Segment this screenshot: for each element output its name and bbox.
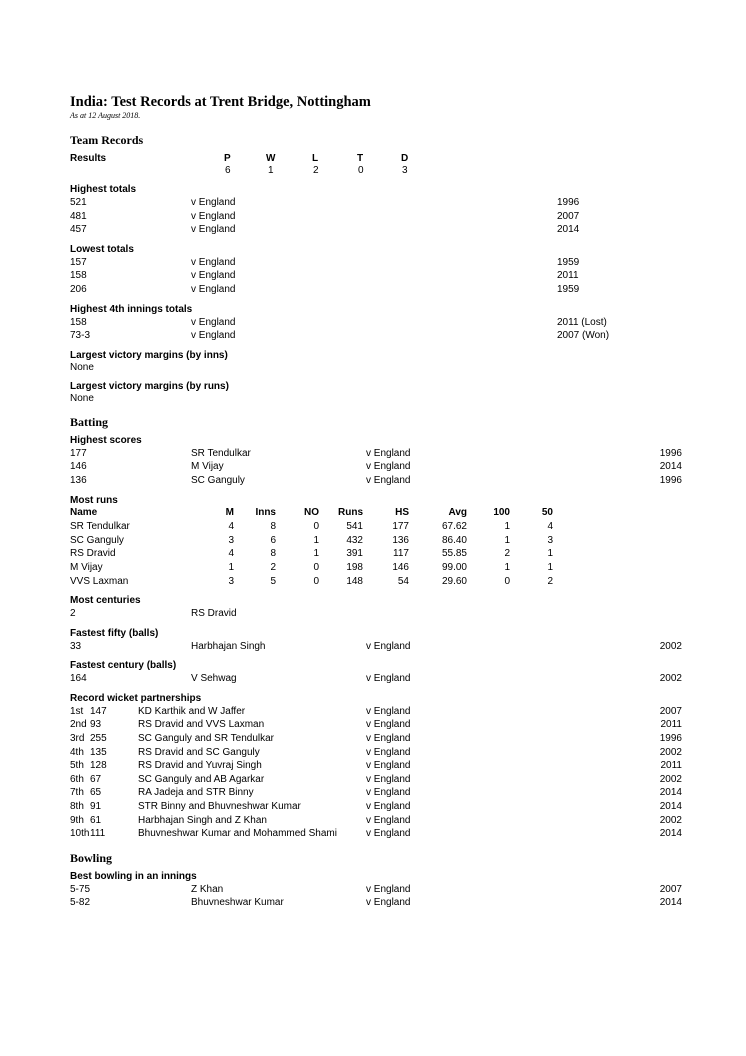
table-row [70,746,682,760]
table-cell: 2002 [659,814,682,826]
table-cell: 2002 [659,773,682,785]
table-cell: 54 [397,575,409,587]
table-cell: v England [191,197,236,208]
table-row [70,786,682,800]
table-row [70,800,682,814]
table-cell: 86.40 [441,534,467,546]
table-cell: v England [366,787,411,799]
table-cell: 4 [228,521,234,533]
table-cell: RS Dravid and Yuvraj Singh [138,760,262,772]
table-cell: 0 [313,521,319,533]
table-cell: 2014 [659,787,682,799]
table-cell: 1 [547,548,553,560]
table-row [70,759,682,773]
column-header: Inns [255,506,276,518]
table-cell: 91 [90,801,102,813]
table-cell: 6 [270,534,276,546]
table-cell: 2014 [659,461,682,473]
table-cell: 3 [547,534,553,546]
table-cell: 2 [547,575,553,587]
table-row [70,474,682,488]
table-cell: SC Ganguly [191,474,245,486]
table-cell: v England [366,461,411,473]
table-row [70,705,682,719]
page-title: India: Test Records at Trent Bridge, Nottingham [70,94,371,110]
table-cell: v England [366,746,411,758]
victory-inns-block [70,350,670,374]
fastest-fifty-block [70,627,682,654]
table-cell: KD Karthik and W Jaffer [138,705,246,717]
table-cell: v England [191,224,236,236]
table-cell: 33 [70,640,82,652]
victory-runs-heading: Largest victory margins (by runs) [70,380,229,392]
table-cell: v England [366,640,411,652]
table-row [70,269,670,283]
table-cell: v England [191,316,236,328]
table-cell: 521 [70,197,87,208]
table-cell: 3 [228,575,234,587]
most-centuries-rows [70,607,670,621]
column-header: Avg [448,506,467,518]
table-cell: 8 [270,521,276,533]
table-cell: 4 [547,521,553,533]
table-row [70,316,670,330]
table-cell: 2007 [659,883,682,895]
table-cell: 2007 [659,705,682,717]
table-cell: 177 [392,521,409,533]
table-row [70,547,670,561]
table-cell: v England [191,330,236,342]
column-header: M [225,506,234,518]
fastest-fifty-rows [70,640,682,654]
column-header: Runs [338,506,363,518]
table-cell: 5 [270,575,276,587]
table-cell: Harbhajan Singh and Z Khan [138,814,267,826]
document-page [70,94,682,917]
results-value-t: 0 [358,165,364,176]
section-heading-team: Team Records [70,133,144,147]
most-runs-heading: Most runs [70,494,118,506]
results-value-l: 2 [313,165,319,176]
table-row [70,732,682,746]
table-cell: v England [366,474,411,486]
table-row [70,329,670,343]
table-cell: 1996 [659,733,682,745]
table-cell: 177 [70,447,87,459]
table-cell: STR Binny and Bhuvneshwar Kumar [138,801,301,813]
table-cell: 128 [90,760,107,772]
table-row [70,196,670,210]
table-cell: 55.85 [441,548,467,560]
table-cell: 146 [392,561,409,573]
results-header-t: T [357,153,364,164]
column-header: 50 [541,506,553,518]
table-cell: v England [366,773,411,785]
highest-scores-heading: Highest scores [70,434,142,446]
table-cell: 8 [270,548,276,560]
table-cell: 2 [70,608,76,620]
table-cell: SC Ganguly and AB Agarkar [138,773,265,785]
lowest-totals-rows [70,256,670,297]
table-cell: 2007 [557,210,580,222]
table-cell: 1959 [557,283,580,295]
results-value-w: 1 [268,165,274,176]
highest-4th-block [70,304,670,343]
results-header-p: P [224,153,231,164]
table-cell: 1 [504,561,510,573]
table-cell: v England [191,283,236,295]
fastest-century-block [70,660,682,686]
table-cell: 147 [90,705,107,717]
table-cell: 5th [70,760,84,772]
table-cell: 1 [547,561,553,573]
table-cell: SC Ganguly [70,534,124,546]
partnerships-block [70,692,682,841]
table-row [70,520,670,534]
table-cell: 2011 [660,760,682,772]
table-cell: 2nd [70,719,87,731]
table-cell: 2014 [659,897,682,909]
table-cell: 1 [313,548,319,560]
table-cell: 0 [313,575,319,587]
victory-inns-heading: Largest victory margins (by inns) [70,349,228,361]
table-cell: 3 [228,534,234,546]
victory-runs-value: None [70,392,94,404]
fastest-century-heading: Fastest century (balls) [70,660,177,672]
lowest-totals-heading: Lowest totals [70,243,134,255]
table-cell: 198 [346,561,363,573]
victory-runs-block [70,381,670,405]
table-cell: 255 [90,733,107,745]
table-row [70,534,670,548]
highest-totals-heading: Highest totals [70,184,137,195]
lowest-totals-block [70,244,670,297]
table-cell: 29.60 [441,575,467,587]
table-cell: v England [366,814,411,826]
table-cell: SC Ganguly and SR Tendulkar [138,733,275,745]
table-cell: 135 [90,746,107,758]
table-row [70,575,670,589]
most-runs-table [70,507,670,589]
table-row [70,672,682,686]
highest-scores-rows [70,447,682,488]
highest-totals-block [70,184,670,237]
table-cell: 541 [346,521,363,533]
section-heading-bowling: Bowling [70,850,113,865]
table-cell: 4 [228,548,234,560]
table-cell: 457 [70,224,87,236]
table-cell: 1959 [557,256,580,268]
table-cell: 2011 (Lost) [557,316,607,328]
section-heading-batting: Batting [70,414,109,429]
highest-4th-heading: Highest 4th innings totals [70,303,193,315]
results-header-d: D [401,153,409,164]
table-cell: 2014 [659,801,682,813]
table-cell: 391 [346,548,363,560]
table-row [70,883,682,897]
table-row [70,640,682,654]
best-bowling-rows [70,883,682,910]
table-cell: 0 [313,561,319,573]
results-value-d: 3 [402,165,408,176]
table-cell: 136 [70,474,87,486]
table-cell: v England [366,447,411,459]
table-cell: 2002 [659,640,682,652]
table-cell: 2007 (Won) [557,330,610,342]
table-row [70,256,670,270]
table-cell: 99.00 [441,561,467,573]
table-cell: VVS Laxman [70,575,129,587]
table-cell: 481 [70,210,87,222]
table-cell: 6th [70,773,84,785]
table-cell: 1 [313,534,319,546]
table-cell: v England [366,897,411,909]
highest-totals-rows [70,196,670,237]
table-cell: 2002 [659,746,682,758]
table-cell: 146 [70,461,87,473]
table-cell: RS Dravid and SC Ganguly [138,746,260,758]
table-cell: 1st [70,705,84,717]
table-cell: v England [191,210,236,222]
table-cell: 1 [228,561,234,573]
table-cell: v England [366,719,411,731]
table-row [70,718,682,732]
table-cell: v England [366,828,411,840]
table-cell: 157 [70,256,87,268]
table-cell: 93 [90,719,102,731]
table-cell: 2 [504,548,510,560]
table-cell: v England [366,733,411,745]
table-cell: RS Dravid [70,548,116,560]
table-cell: RS Dravid [191,608,237,620]
table-cell: v England [366,801,411,813]
table-cell: Bhuvneshwar Kumar [191,897,284,909]
partnerships-rows [70,705,682,841]
table-cell: 3rd [70,733,85,745]
table-cell: 0 [504,575,510,587]
results-header-l: L [312,153,319,164]
table-cell: 432 [346,534,363,546]
table-cell: 1996 [557,197,580,208]
table-cell: 2011 [557,270,579,282]
table-row [70,607,670,621]
table-cell: 61 [90,814,102,826]
table-cell: 1996 [659,474,682,486]
table-cell: 206 [70,283,87,295]
most-centuries-heading: Most centuries [70,595,141,607]
table-row [70,561,670,575]
table-cell: 158 [70,270,87,282]
best-bowling-block [70,870,682,910]
table-row [70,773,682,787]
table-cell: 2014 [659,828,682,840]
table-cell: 7th [70,787,84,799]
table-cell: 73-3 [70,330,91,342]
results-header-w: W [266,153,276,164]
table-cell: V Sehwag [191,673,237,685]
most-runs-header-row [70,507,670,521]
table-cell: Z Khan [191,883,224,895]
table-row [70,814,682,828]
highest-scores-block [70,434,682,488]
table-cell: 148 [346,575,363,587]
table-cell: 10th [70,828,90,840]
table-cell: 1 [504,521,510,533]
table-cell: 1996 [659,447,682,459]
table-cell: v England [366,883,411,895]
table-cell: SR Tendulkar [191,447,251,459]
table-cell: 2011 [660,719,682,731]
results-block [70,153,670,177]
table-cell: v England [366,760,411,772]
partnerships-heading: Record wicket partnerships [70,692,202,704]
column-header: Name [70,506,98,518]
table-cell: 2002 [659,673,682,685]
table-row [70,896,682,910]
table-cell: 2 [270,561,276,573]
table-cell: v England [366,705,411,717]
fastest-century-rows [70,672,682,686]
table-row [70,223,670,237]
results-value-p: 6 [225,165,231,176]
most-runs-block [70,495,670,589]
table-cell: v England [191,270,236,282]
table-cell: 5-82 [70,897,91,909]
table-cell: 4th [70,746,84,758]
table-cell: 158 [70,316,87,328]
table-row [70,447,682,461]
table-cell: 2014 [557,224,580,236]
table-cell: 111 [90,828,106,840]
best-bowling-heading: Best bowling in an innings [70,870,197,882]
table-row [70,460,682,474]
table-row [70,210,670,224]
most-centuries-block [70,595,670,621]
table-cell: M Vijay [191,461,224,473]
fastest-fifty-heading: Fastest fifty (balls) [70,627,159,639]
victory-inns-value: None [70,361,94,373]
table-cell: Bhuvneshwar Kumar and Mohammed Shami [138,828,337,840]
table-cell: RS Dravid and VVS Laxman [138,719,265,731]
table-cell: 67.62 [441,521,467,533]
results-label: Results [70,153,107,164]
table-cell: SR Tendulkar [70,521,130,533]
table-cell: 164 [70,673,87,685]
column-header: HS [395,506,409,518]
table-cell: M Vijay [70,561,103,573]
table-cell: 9th [70,814,84,826]
table-cell: RA Jadeja and STR Binny [138,787,254,799]
table-row [70,283,670,297]
column-header: NO [304,506,319,518]
table-cell: v England [191,256,236,268]
highest-4th-rows [70,316,670,343]
table-cell: 117 [393,548,409,560]
table-row [70,827,682,841]
table-cell: v England [366,673,411,685]
table-cell: 1 [504,534,510,546]
as-at-date: As at 12 August 2018. [70,111,141,120]
table-cell: 67 [90,773,102,785]
table-cell: 5-75 [70,883,91,895]
table-cell: 8th [70,801,84,813]
table-cell: 65 [90,787,102,799]
column-header: 100 [493,506,510,518]
table-cell: Harbhajan Singh [191,640,266,652]
table-cell: 136 [392,534,409,546]
